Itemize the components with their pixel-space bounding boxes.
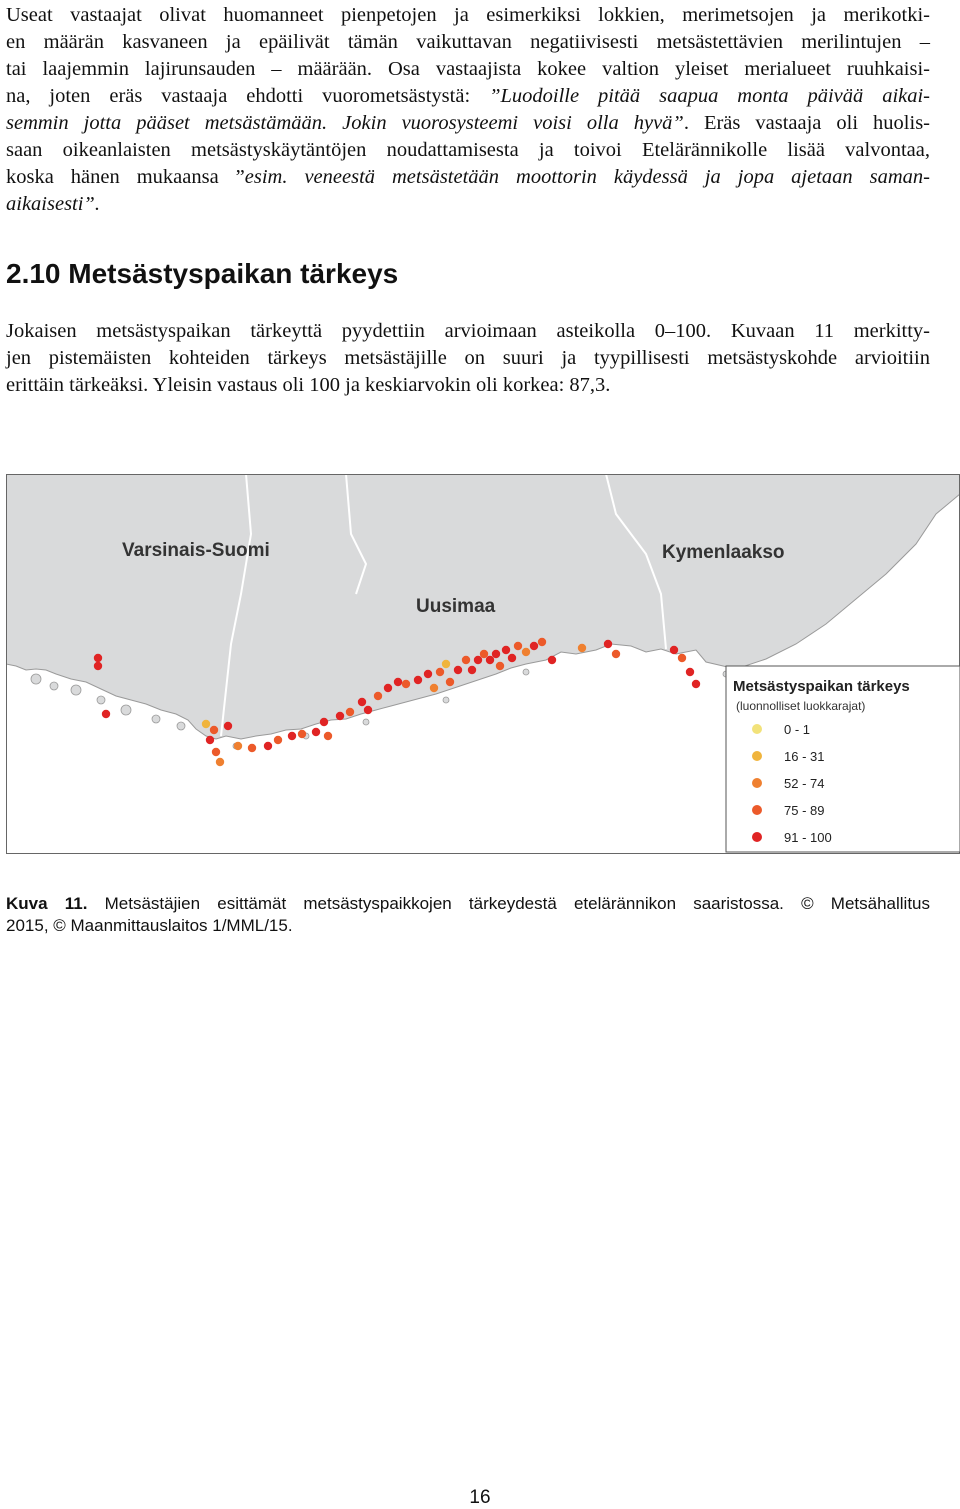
hunting-site-marker (692, 680, 700, 688)
caption-text: Metsästäjien esittämät metsästyspaikkojen tärkeydestä etelärännikon saaristossa. © Metsähallitus (87, 894, 930, 913)
hunting-site-marker (414, 676, 422, 684)
hunting-site-marker (446, 678, 454, 686)
hunting-site-marker (612, 650, 620, 658)
map-legend (726, 666, 960, 852)
intro-line (6, 110, 930, 137)
legend-label: 75 - 89 (784, 803, 825, 818)
region-label: Varsinais-Suomi (122, 540, 270, 561)
hunting-site-marker (424, 670, 432, 678)
hunting-site-marker (264, 742, 272, 750)
section-line: jen pistemäisten kohteiden tärkeys metsästäjille on suuri ja tyypillisesti metsästyskohde arvioitiin (6, 347, 930, 369)
hunting-site-marker (474, 656, 482, 664)
hunting-site-marker (492, 650, 500, 658)
hunting-site-marker (288, 732, 296, 740)
intro-line (6, 191, 930, 218)
quote-text: aikaisesti”. (6, 193, 100, 215)
section-line: erittäin tärkeäksi. Yleisin vastaus oli 100 ja keskiarvokin oli korkea: 87,3. (6, 374, 611, 396)
quote-text: ”Luodoille pitää saapua monta päivää aikai- (489, 85, 931, 107)
hunting-site-marker (384, 684, 392, 692)
map-svg (6, 474, 960, 854)
hunting-site-marker (298, 730, 306, 738)
section-line: Jokaisen metsästyspaikan tärkeyttä pyydettiin arvioimaan asteikolla 0–100. Kuvaan 11 merkitty- (6, 320, 930, 342)
legend-label: 16 - 31 (784, 749, 825, 764)
hunting-site-marker (346, 708, 354, 716)
intro-line (6, 83, 930, 110)
hunting-site-marker (312, 728, 320, 736)
quote-text: semmin jotta pääset metsästämään. Jokin vuorosysteemi voisi olla hyvä” (6, 112, 684, 134)
caption-line (6, 893, 930, 915)
intro-text: na, joten eräs vastaaja ehdotti vuorometsästystä: (6, 85, 490, 107)
legend-swatch (752, 832, 762, 842)
hunting-site-marker (678, 654, 686, 662)
hunting-site-marker (486, 656, 494, 664)
hunting-site-marker (336, 712, 344, 720)
hunting-site-marker (212, 748, 220, 756)
hunting-site-marker (234, 742, 242, 750)
hunting-site-marker (514, 642, 522, 650)
hunting-site-marker (94, 654, 102, 662)
legend-label: 91 - 100 (784, 830, 832, 845)
intro-line: Useat vastaajat olivat huomanneet pienpetojen ja esimerkiksi lokkien, merimetsojen ja merikotki- (6, 4, 930, 26)
intro-text: . Eräs vastaaja oli huolis- (683, 112, 930, 134)
legend-swatch (752, 751, 762, 761)
legend-swatch (752, 778, 762, 788)
hunting-site-marker (394, 678, 402, 686)
legend-title: Metsästyspaikan tärkeys (733, 678, 910, 695)
hunting-site-marker (578, 644, 586, 652)
hunting-site-marker (102, 710, 110, 718)
caption-label: Kuva 11. (6, 894, 88, 913)
hunting-site-marker (320, 718, 328, 726)
hunting-site-marker (436, 668, 444, 676)
hunting-site-marker (530, 642, 538, 650)
hunting-site-marker (548, 656, 556, 664)
intro-line: en määrän kasvaneen ja epäilivät tämän vaikuttavan negatiivisesti metsästettävien merilintujen – (6, 31, 930, 53)
hunting-site-marker (686, 668, 694, 676)
section-paragraph (6, 318, 930, 399)
hunting-site-marker (206, 736, 214, 744)
region-label: Kymenlaakso (662, 542, 785, 563)
hunting-site-marker (210, 726, 218, 734)
region-label: Uusimaa (416, 596, 496, 617)
legend-swatch (752, 724, 762, 734)
quote-text: esim. veneestä metsästetään moottorin käydessä ja jopa ajetaan saman- (244, 166, 931, 188)
hunting-site-marker (274, 736, 282, 744)
hunting-site-marker (94, 662, 102, 670)
legend-label: 52 - 74 (784, 776, 825, 791)
intro-paragraph (6, 2, 930, 218)
hunting-site-marker (508, 654, 516, 662)
hunting-site-marker (442, 660, 450, 668)
hunting-site-marker (402, 680, 410, 688)
hunting-site-marker (468, 666, 476, 674)
hunting-site-marker (670, 646, 678, 654)
legend-subtitle: (luonnolliset luokkarajat) (736, 699, 866, 713)
figure-caption (6, 893, 930, 937)
hunting-site-marker (224, 722, 232, 730)
hunting-site-marker (496, 662, 504, 670)
hunting-site-marker (358, 698, 366, 706)
hunting-site-marker (324, 732, 332, 740)
hunting-site-marker (202, 720, 210, 728)
legend-label: 0 - 1 (784, 722, 811, 737)
map-figure (6, 474, 960, 854)
hunting-site-marker (538, 638, 546, 646)
intro-line: saan oikeanlaisten metsästyskäytäntöjen noudattamisesta ja toivoi Etelärännikolle lisää valvontaa, (6, 139, 930, 161)
hunting-site-marker (604, 640, 612, 648)
hunting-site-marker (430, 684, 438, 692)
legend-swatch (752, 805, 762, 815)
hunting-site-marker (374, 692, 382, 700)
hunting-site-marker (522, 648, 530, 656)
hunting-site-marker (480, 650, 488, 658)
hunting-site-marker (462, 656, 470, 664)
hunting-site-marker (248, 744, 256, 752)
hunting-site-marker (216, 758, 224, 766)
section-heading: 2.10 Metsästyspaikan tärkeys (6, 258, 399, 289)
page-number: 16 (469, 1487, 491, 1508)
hunting-site-marker (454, 666, 462, 674)
intro-text: koska hänen mukaansa ” (6, 166, 245, 188)
hunting-site-marker (364, 706, 372, 714)
hunting-site-marker (502, 646, 510, 654)
intro-line (6, 164, 930, 191)
caption-line: 2015, © Maanmittauslaitos 1/MML/15. (6, 916, 293, 935)
intro-line: tai laajemmin lajirunsauden – määrään. Osa vastaajista kokee valtion yleiset merialueet ruuhkaisi- (6, 58, 930, 80)
